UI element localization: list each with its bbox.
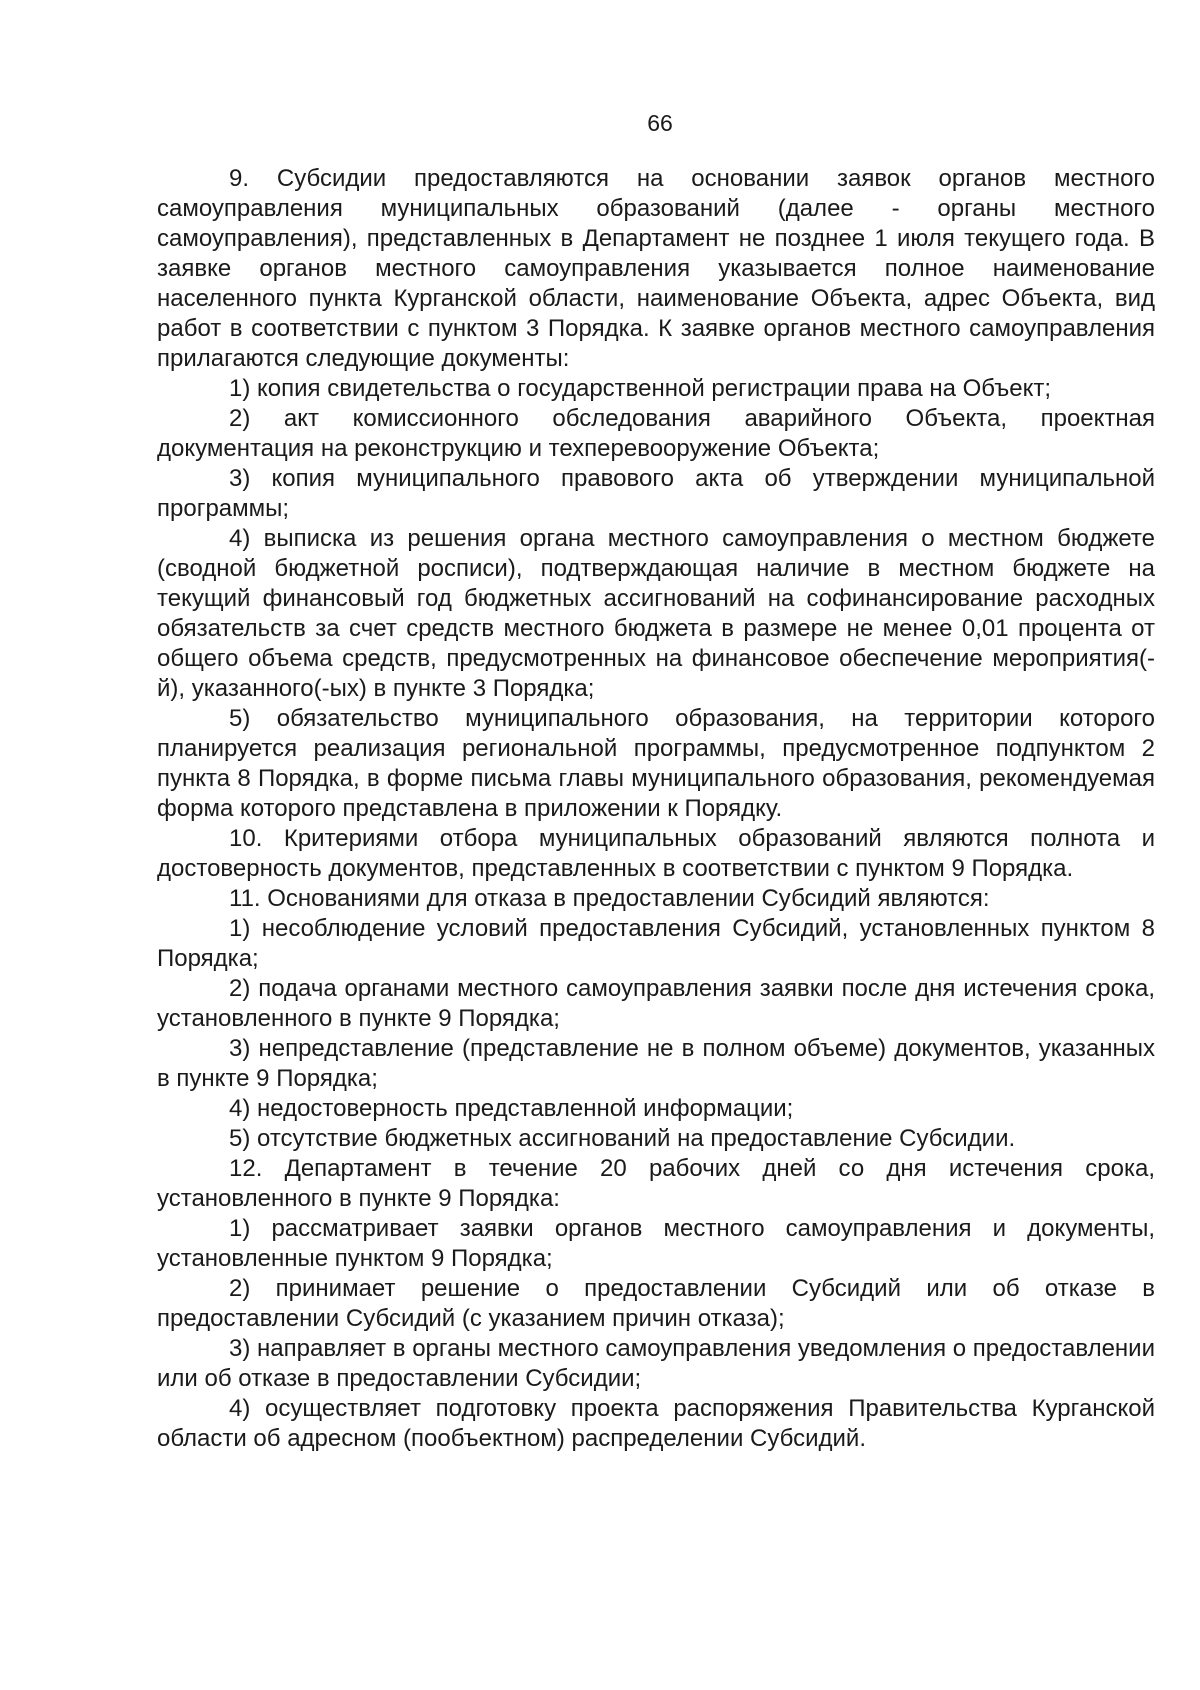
paragraph-item-12: 12. Департамент в течение 20 рабочих дней со дня истечения срока, установленного в пункте 9 Порядка: bbox=[157, 1155, 1155, 1212]
list-item-11-1: 1) несоблюдение условий предоставления Субсидий, установленных пунктом 8 Порядка; bbox=[157, 915, 1155, 972]
list-item-9-3: 3) копия муниципального правового акта об утверждении муниципальной программы; bbox=[157, 465, 1155, 522]
list-item-12-3: 3) направляет в органы местного самоуправления уведомления о предоставлении или об отказе в предоставлении Субсидии; bbox=[157, 1335, 1155, 1392]
list-item-11-2: 2) подача органами местного самоуправления заявки после дня истечения срока, установленного в пункте 9 Порядка; bbox=[157, 975, 1155, 1032]
list-item-9-4: 4) выписка из решения органа местного самоуправления о местном бюджете (сводной бюджетной росписи), подтверждающая наличие в местном бюджете на текущий финансовый год бюджетных ассигнований на софинансирование расходных обязательств за счет средств местного бюджета в размере не менее 0,01 процента от общего объема средств, предусмотренных на финансовое обеспечение мероприятия(-й), указанного(-ых) в пункте 3 Порядка; bbox=[157, 525, 1155, 702]
list-item-12-1: 1) рассматривает заявки органов местного самоуправления и документы, установленные пунктом 9 Порядка; bbox=[157, 1215, 1155, 1272]
list-item-11-5: 5) отсутствие бюджетных ассигнований на предоставление Субсидии. bbox=[229, 1125, 1016, 1152]
page-number: 66 bbox=[647, 110, 673, 136]
paragraph-item-10: 10. Критериями отбора муниципальных образований являются полнота и достоверность документов, представленных в соответствии с пунктом 9 Порядка. bbox=[157, 825, 1155, 882]
list-item-9-2: 2) акт комиссионного обследования аварийного Объекта, проектная документация на реконструкцию и техперевооружение Объекта; bbox=[157, 405, 1155, 462]
list-item-11-3: 3) непредставление (представление не в полном объеме) документов, указанных в пункте 9 Порядка; bbox=[157, 1035, 1155, 1092]
paragraph-item-9: 9. Субсидии предоставляются на основании заявок органов местного самоуправления муниципальных образований (далее - органы местного самоуправления), представленных в Департамент не позднее 1 июля текущего года. В заявке органов местного самоуправления указывается полное наименование населенного пункта Курганской области, наименование Объекта, адрес Объекта, вид работ в соответствии с пунктом 3 Порядка. К заявке органов местного самоуправления прилагаются следующие документы: bbox=[157, 165, 1155, 372]
document-body bbox=[157, 164, 1155, 1454]
list-item-12-4: 4) осуществляет подготовку проекта распоряжения Правительства Курганской области об адресном (пообъектном) распределении Субсидий. bbox=[157, 1395, 1155, 1452]
list-item-11-4: 4) недостоверность представленной информации; bbox=[229, 1095, 794, 1122]
paragraph-item-11: 11. Основаниями для отказа в предоставлении Субсидий являются: bbox=[229, 885, 990, 912]
list-item-9-1: 1) копия свидетельства о государственной регистрации права на Объект; bbox=[229, 375, 1052, 402]
list-item-9-5: 5) обязательство муниципального образования, на территории которого планируется реализация региональной программы, предусмотренное подпунктом 2 пункта 8 Порядка, в форме письма главы муниципального образования, рекомендуемая форма которого представлена в приложении к Порядку. bbox=[157, 705, 1155, 822]
list-item-12-2: 2) принимает решение о предоставлении Субсидий или об отказе в предоставлении Субсидий (с указанием причин отказа); bbox=[157, 1275, 1155, 1332]
